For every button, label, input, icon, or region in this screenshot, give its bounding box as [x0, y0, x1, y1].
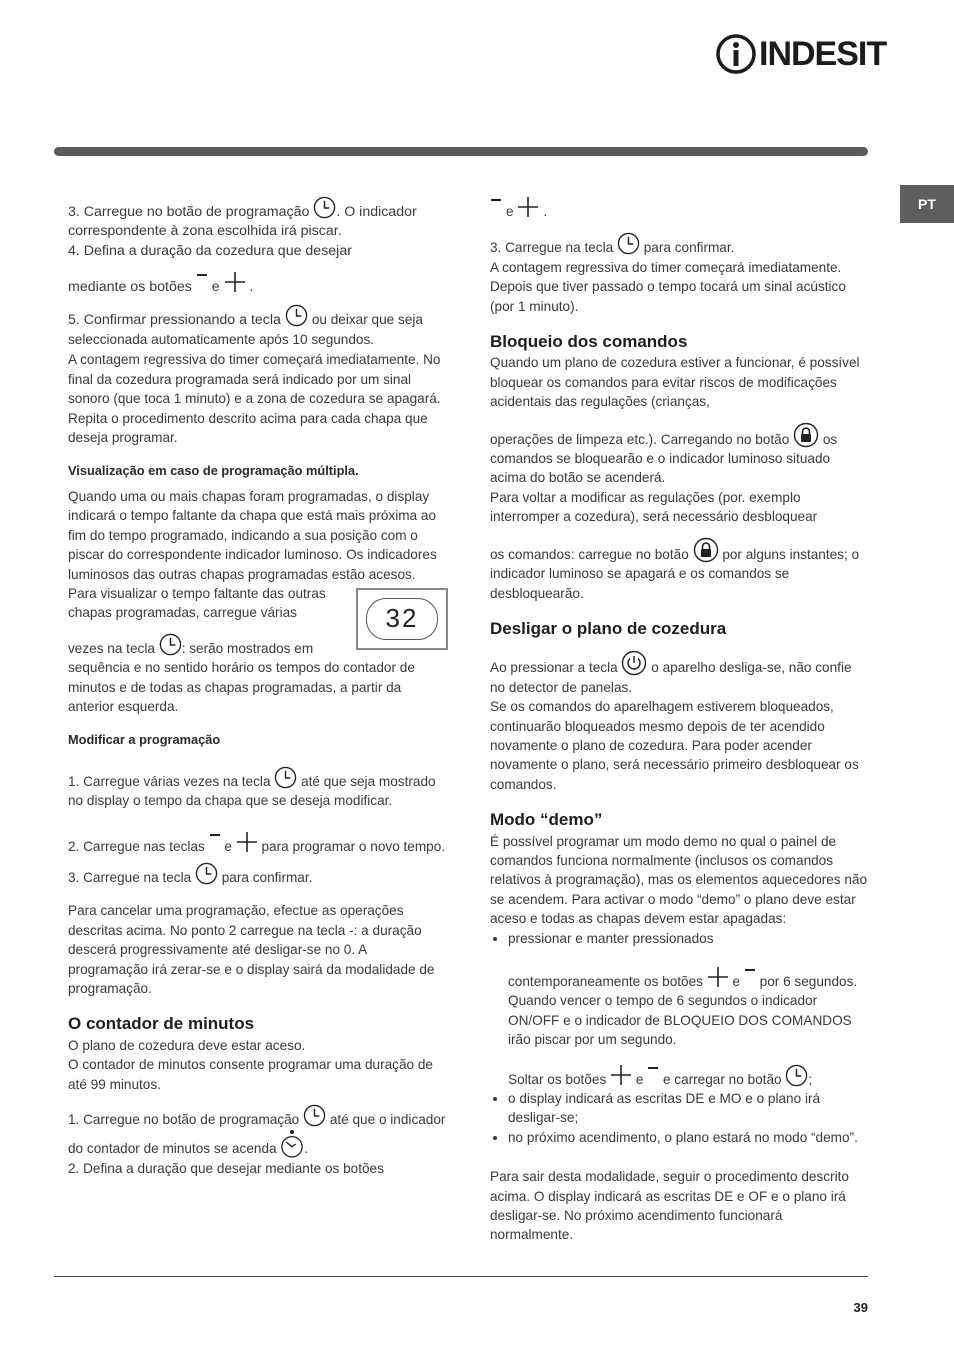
clock-icon [274, 766, 297, 789]
clock-icon [617, 232, 640, 255]
minute-timer-icon [280, 1129, 304, 1159]
clock-icon [785, 1064, 808, 1087]
plus-icon [610, 1064, 632, 1086]
switch-off-text-2: Se os comandos do aparelhagem estiverem bloqueados, continuarão bloqueados mesmo depois de ter acendido novamente o plano de cozedura. Para poder acender novamente o plano, será necessário primeiro desbloquear os comandos. [490, 699, 859, 792]
clock-icon [159, 633, 182, 656]
footer-divider [54, 1276, 868, 1277]
lock-text-4: os comandos: carregue no botão por alguns instantes; o indicador luminoso se apagará e os comandos se desbloquearão. [490, 527, 868, 603]
subheading-multiple: Visualização em caso de programação múltipla. [68, 463, 359, 479]
brand-name: INDESIT [759, 34, 887, 73]
cancel-text: Para cancelar uma programação, efectue as operações descritas acima. No ponto 2 carregue na tecla -: a duração descerá progressivamente até desligar-se no 0. A programação irá zerar-se e o display sairá da modalidade de programação. [68, 903, 435, 996]
lock-icon [793, 422, 819, 448]
language-tab: PT [900, 185, 954, 223]
timer-countdown-text: A contagem regressiva do timer começará imediatamente. Depois que tiver passado o tempo tocará um sinal acústico (por 1 minuto). [490, 259, 846, 314]
minus-icon [647, 1064, 659, 1082]
view-others-text-2: vezes na tecla : serão mostrados em sequência e no sentido horário os tempos do contador de minutos e de todas as chapas programadas, a partir da anterior esquerda. [68, 623, 448, 717]
step-4-text: 4. Defina a duração da cozedura que desejar [68, 242, 352, 259]
minus-icon [196, 271, 208, 289]
heading-lock: Bloqueio dos comandos [490, 332, 688, 352]
modify-step-3: 3. Carregue na tecla para confirmar. [68, 862, 448, 887]
lock-icon [693, 537, 719, 563]
indesit-logo-icon [715, 33, 757, 75]
display-readout [366, 598, 438, 640]
modify-step-1: 1. Carregue várias vezes na tecla até que seja mostrado no display o tempo da chapa que se deseja modificar. [68, 756, 448, 811]
right-column [490, 196, 868, 1245]
display-value: 32 [385, 603, 419, 634]
plus-icon [236, 831, 258, 853]
heading-minute-timer: O contador de minutos [68, 1014, 255, 1034]
page-number: 39 [853, 1300, 868, 1315]
power-icon [621, 650, 647, 676]
clock-icon [313, 196, 336, 219]
left-column [68, 196, 448, 1179]
subheading-modify: Modificar a programação [68, 732, 221, 748]
heading-demo: Modo “demo” [490, 810, 603, 830]
heading-switch-off: Desligar o plano de cozedura [490, 618, 727, 638]
exit-demo-text: Para sair desta modalidade, seguir o procedimento descrito acima. O display indicará as escritas DE e OF e o plano irá desligar-se. No próximo acendimento funcionará normalmente. [490, 1169, 849, 1243]
minus-icon [744, 966, 756, 984]
timer-step-1: 1. Carregue no botão de programação até que o indicador do contador de minutos se acenda . [68, 1094, 448, 1159]
timer-text-1: O plano de cozedura deve estar aceso. [68, 1037, 306, 1053]
list-item: • no próximo acendimento, o plano estará no modo “demo”. [508, 1128, 868, 1147]
display-illustration [356, 588, 448, 650]
view-others-text: Para visualizar o tempo faltante das outras chapas programadas, carregue várias [68, 585, 326, 621]
list-item: • pressionar e manter pressionados contemporaneamente os botões e por 6 segundos. Quando vencer o tempo de 6 segundos o indicador ON/OFF e o indicador de BLOQUEIO DOS COMANDOS irão piscar por um segundo. Soltar os botões e e carregar no botão ; [508, 929, 868, 1089]
list-item: • o display indicará as escritas DE e MO e o plano irá desligar-se; [508, 1089, 868, 1128]
demo-text: É possível programar um modo demo no qual o painel de comandos funciona normalmente (inclusos os comandos relativos à programação), mas os elementos aquecedores não se acendem. Para activar o modo “demo” o plano deve estar aceso e todas as chapas devem estar apagadas: [490, 833, 868, 927]
clock-icon [285, 304, 308, 327]
step-5-text: 5. Confirmar pressionando a tecla ou deixar que seja seleccionada automaticamente após 10 segundos. [68, 304, 448, 351]
demo-steps-list [490, 929, 868, 1148]
clock-icon [303, 1104, 326, 1127]
timer-step-2: 2. Defina a duração que desejar mediante os botões [68, 1161, 384, 1177]
lock-text-3: Para voltar a modificar as regulações (por. exemplo interromper a cozedura), será necessário desbloquear [490, 489, 818, 525]
timer-buttons-continued: e . [490, 196, 868, 222]
display-paragraph [68, 584, 448, 716]
minus-icon [209, 831, 221, 849]
plus-icon [517, 196, 539, 218]
lock-text-1: Quando um plano de cozedura estiver a funcionar, é possível bloquear os comandos para evitar riscos de modificações acidentais das regulações (crianças, [490, 355, 860, 410]
timer-step-3: 3. Carregue na tecla para confirmar. [490, 222, 868, 257]
repeat-text: Repita o procedimento descrito acima para cada chapa que deseja programar. [68, 410, 428, 446]
switch-off-text-1: Ao pressionar a tecla o aparelho desliga-se, não confie no detector de panelas. [490, 640, 868, 697]
timer-text-2: O contador de minutos consente programar uma duração de até 99 minutos. [68, 1057, 433, 1092]
brand-logo [715, 30, 886, 78]
multiple-text: Quando uma ou mais chapas foram programadas, o display indicará o tempo faltante da chapa que está mais próxima ao fim do tempo programado, indicando a sua posição com o piscar do correspondente indicador luminoso. Os indicadores luminosos das outras chapas programadas estão acesos. [68, 488, 437, 582]
plus-icon [707, 966, 729, 988]
minus-icon [490, 196, 502, 214]
clock-icon [195, 862, 218, 885]
plus-icon [224, 271, 246, 293]
step-4-buttons-text: mediante os botões e . [68, 261, 448, 297]
countdown-text: A contagem regressiva do timer começará imediatamente. No final da cozedura programada será indicado por um sinal sonoro (que toca 1 minuto) e a zona de cozedura se apagará. [68, 352, 441, 407]
step-3-text: 3. Carregue no botão de programação . O indicador correspondente à zona escolhida irá piscar. [68, 196, 448, 242]
modify-step-2: 2. Carregue nas teclas e para programar o novo tempo. [68, 821, 448, 856]
header-divider [54, 147, 868, 156]
lock-text-2: operações de limpeza etc.). Carregando no botão os comandos se bloquearão e o indicador luminoso situado acima do botão se acenderá. [490, 412, 868, 488]
